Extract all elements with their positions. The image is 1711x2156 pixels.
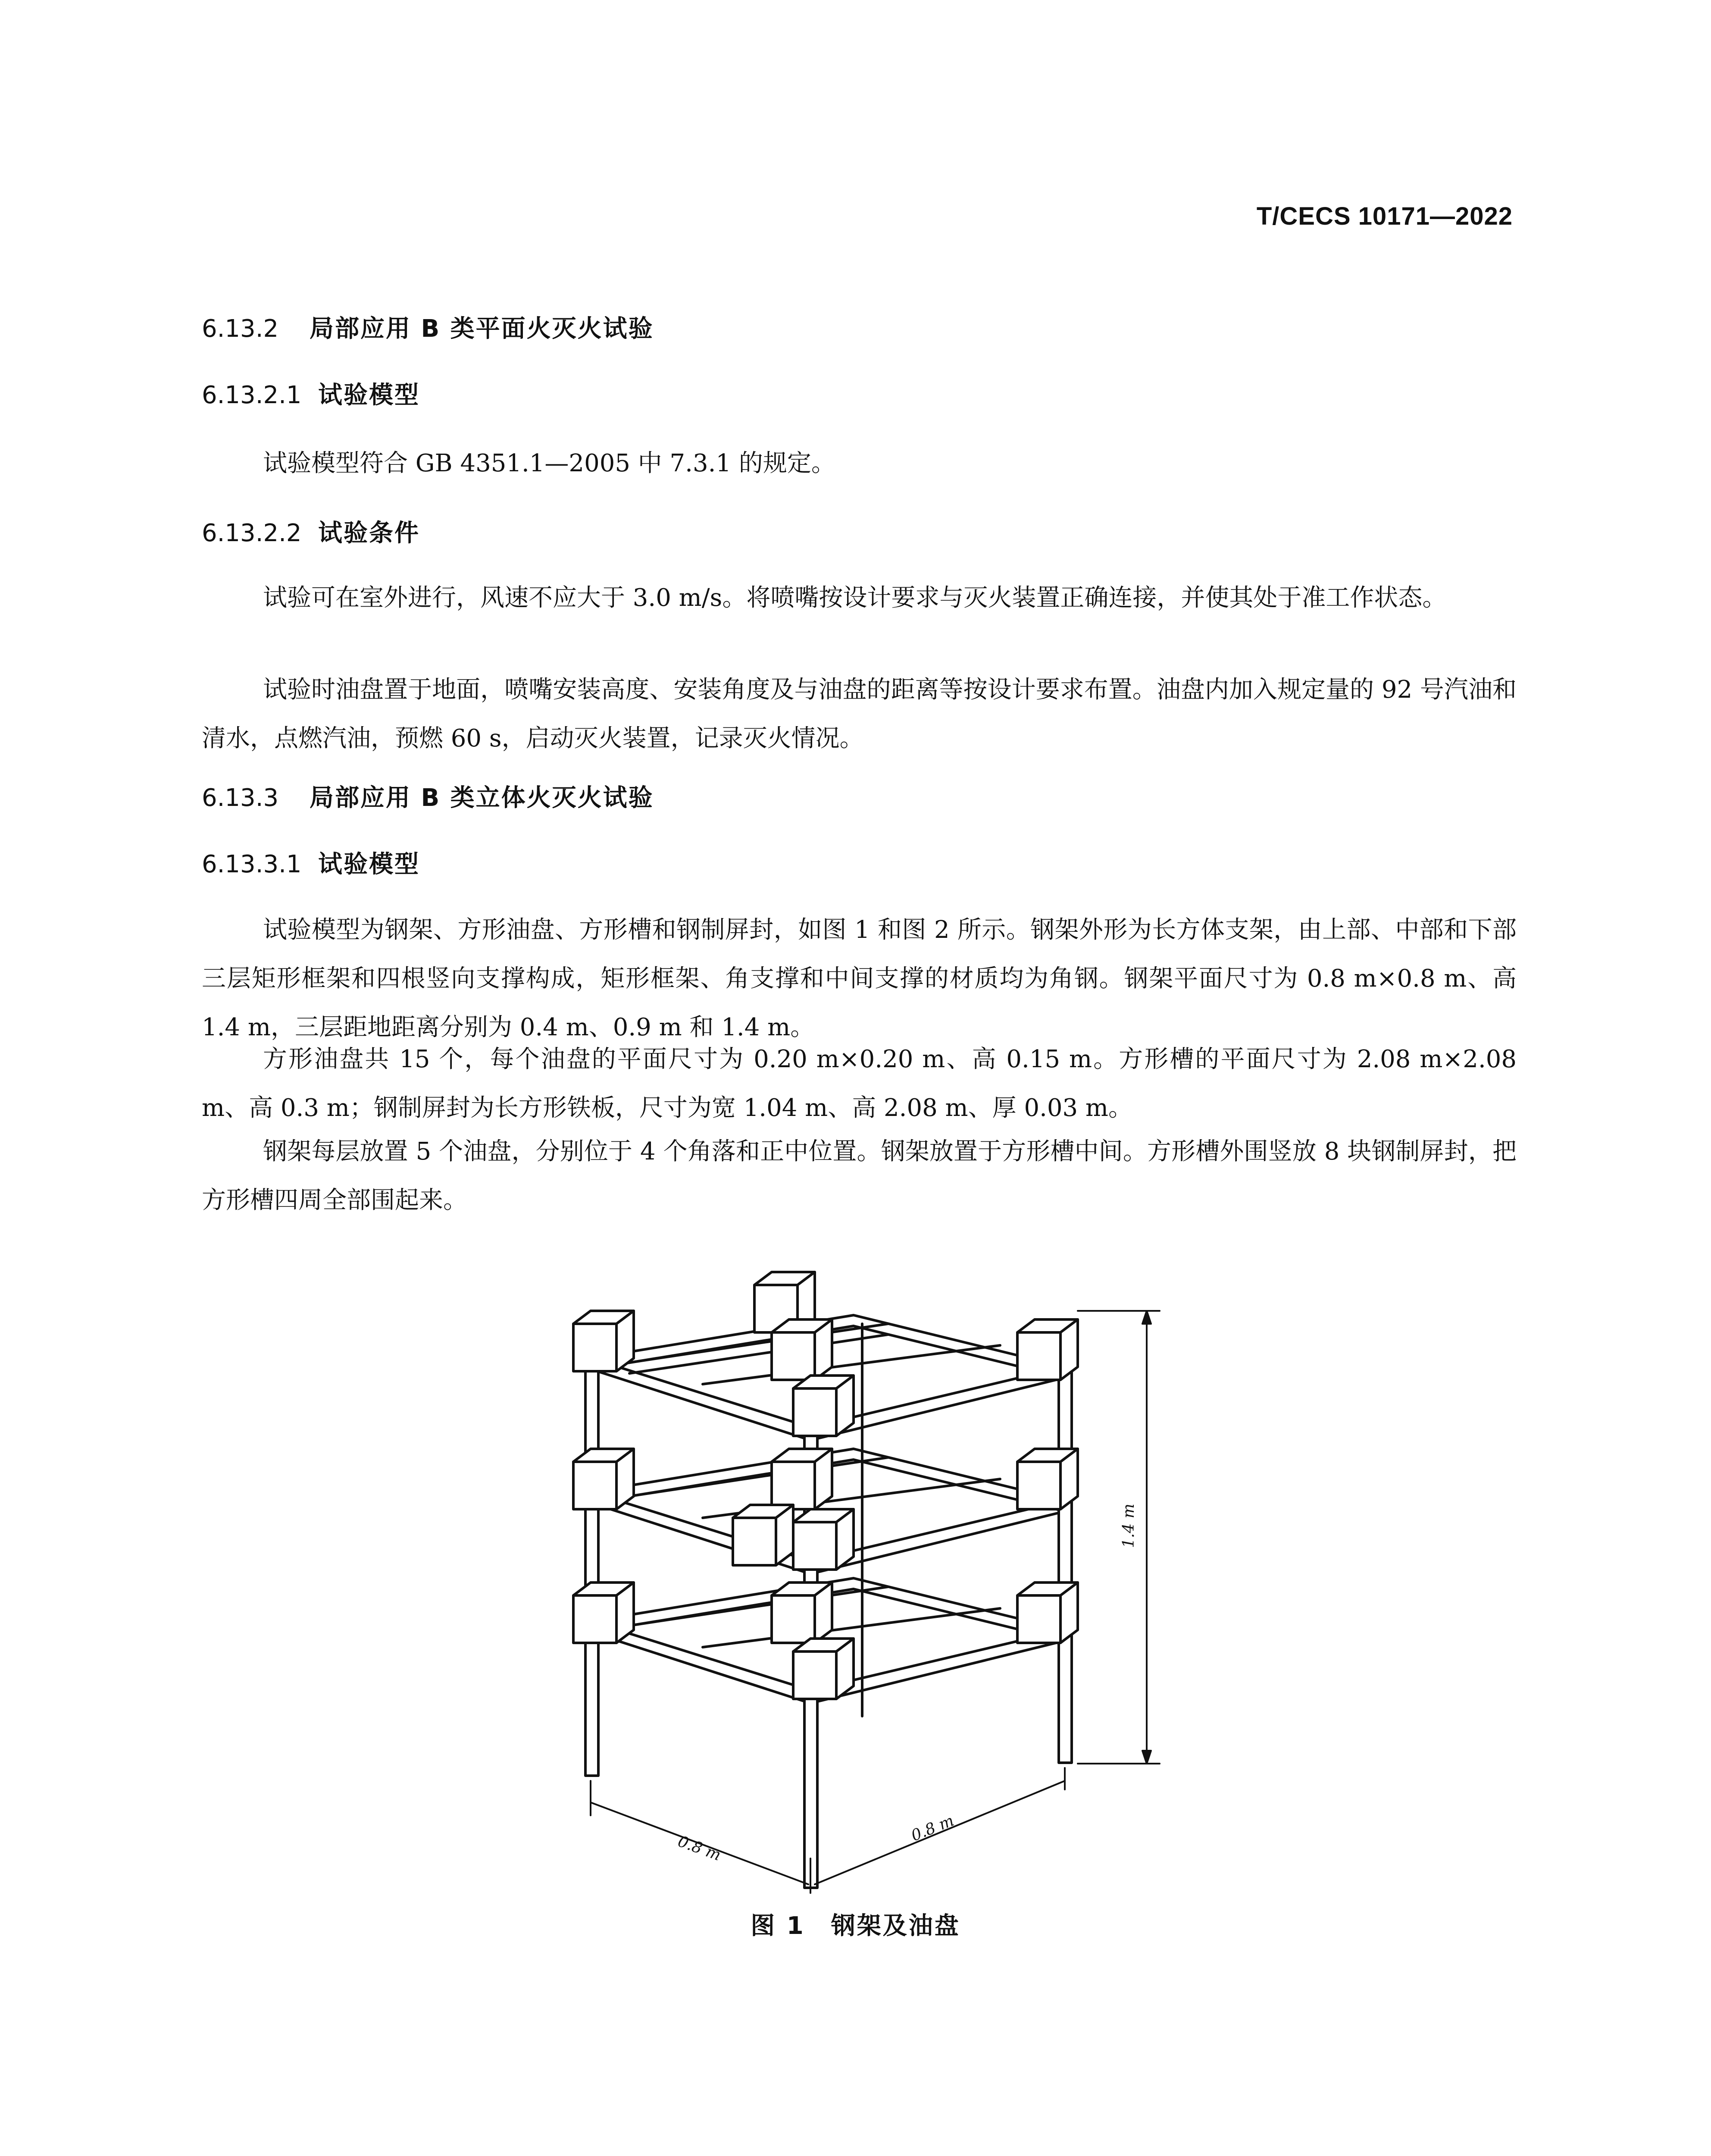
paragraph-6-13-2-1: 试验模型符合 GB 4351.1—2005 中 7.3.1 的规定。	[263, 449, 835, 477]
paragraph-6-13-3-1-c: 钢架每层放置 5 个油盘，分别位于 4 个角落和正中位置。钢架放置于方形槽中间。方形槽外围竖放 8 块钢制屏封，把方形槽四周全部围起来。	[202, 1138, 1517, 1214]
paragraph-6-13-2-2-b: 试验时油盘置于地面，喷嘴安装高度、安装角度及与油盘的距离等按设计要求布置。油盘内加入规定量的 92 号汽油和清水，点燃汽油，预燃 60 s，启动灭火装置，记录灭火情况。	[202, 676, 1517, 752]
document-number: T/CECS 10171—2022	[1256, 202, 1513, 230]
paragraph-6-13-3-1-b: 方形油盘共 15 个，每个油盘的平面尺寸为 0.20 m×0.20 m、高 0.15 m。方形槽的平面尺寸为 2.08 m×2.08 m、高 0.3 m；钢制屏封为长方形铁板，尺寸为宽 1.04 m、高 2.08 m、厚 0.03 m。	[202, 1045, 1517, 1122]
paragraph-6-13-3-1-a: 试验模型为钢架、方形油盘、方形槽和钢制屏封，如图 1 和图 2 所示。钢架外形为长方体支架，由上部、中部和下部三层矩形框架和四根竖向支撑构成，矩形框架、角支撑和中间支撑的材质均为角钢。钢架平面尺寸为 0.8 m×0.8 m、高 1.4 m，三层距地距离分别为 0.4 m、0.9 m 和 1.4 m。	[202, 916, 1517, 1041]
section-title: 局部应用 B 类立体火灭火试验	[310, 784, 654, 812]
section-heading-6-13-3-1	[202, 845, 420, 880]
section-title: 试验模型	[318, 850, 420, 878]
steel-frame-figure	[560, 1220, 1207, 1902]
section-number: 6.13.3	[202, 784, 279, 812]
section-number: 6.13.2	[202, 315, 279, 343]
section-number: 6.13.2.1	[202, 381, 302, 409]
section-title: 局部应用 B 类平面火灭火试验	[310, 315, 654, 343]
paragraph-6-13-2-2-a: 试验可在室外进行，风速不应大于 3.0 m/s。将喷嘴按设计要求与灭火装置正确连接，并使其处于准工作状态。	[263, 584, 1447, 612]
steel-frame-drawing	[573, 1272, 1160, 1893]
dimension-width-right-label: 0.8 m	[909, 1811, 957, 1845]
section-number: 6.13.3.1	[202, 850, 302, 878]
section-title: 试验条件	[318, 519, 420, 547]
section-heading-6-13-2-1	[202, 376, 420, 411]
dimension-width-left-label: 0.8 m	[675, 1832, 723, 1865]
section-heading-6-13-2	[202, 310, 654, 344]
dimension-height-label: 1.4 m	[1120, 1504, 1138, 1548]
section-heading-6-13-2-2	[202, 514, 420, 548]
figure-caption: 图 1 钢架及油盘	[751, 1912, 960, 1940]
section-number: 6.13.2.2	[202, 519, 302, 547]
section-heading-6-13-3	[202, 779, 654, 813]
section-title: 试验模型	[318, 381, 420, 409]
